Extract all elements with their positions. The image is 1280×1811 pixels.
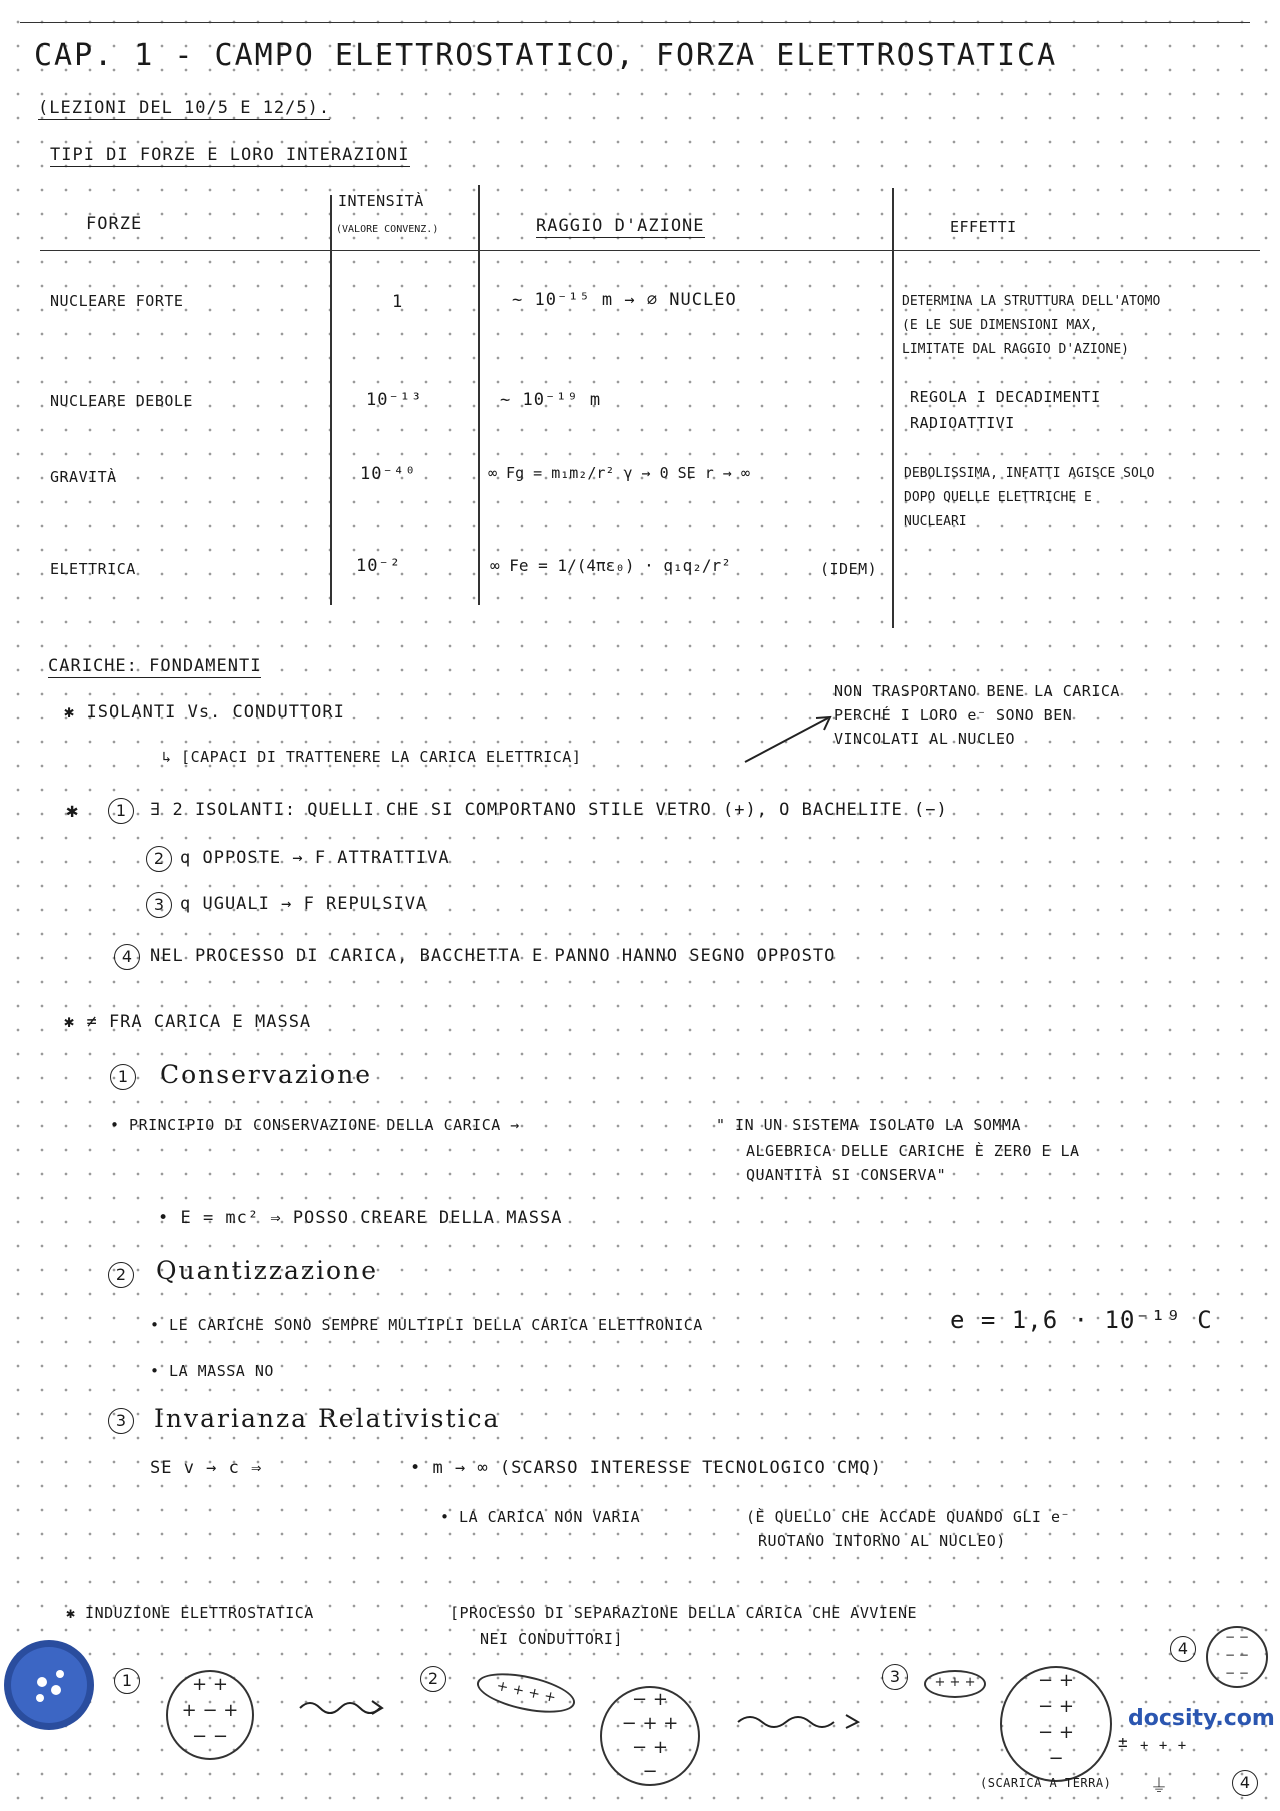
conservazione-title: Conservazione — [160, 1060, 372, 1089]
side-note: VINCOLATI AL NUCLEO — [834, 730, 1016, 748]
table-row-raggio: ∞ Fg = m₁m₂/r² γ → 0 SE r → ∞ — [488, 464, 750, 482]
side-note: NON TRASPORTANO BENE LA CARICA — [834, 682, 1120, 700]
table-row-intensita: 10⁻² — [356, 556, 401, 576]
table-row-raggio: ~ 10⁻¹⁹ m — [500, 390, 602, 410]
chapter-title: CAP. 1 - CAMPO ELETTROSTATICO, FORZA ELETTROSTATICA — [34, 38, 1058, 73]
induzione-title: ✱ INDUZIONE ELETTROSTATICA — [66, 1604, 314, 1622]
table-row-raggio: ~ 10⁻¹⁵ m → ∅ NUCLEO — [512, 290, 737, 310]
item-number: 3 — [108, 1408, 134, 1434]
side-note: PERCHÉ I LORO e⁻ SONO BEN — [834, 706, 1073, 724]
invarianza-title: Invarianza Relativistica — [154, 1404, 501, 1433]
invarianza-m: • m → ∞ (SCARSO INTERESSE TECNOLOGICO CMQ) — [410, 1458, 882, 1478]
point-number: 3 — [146, 892, 172, 918]
col-header-effetti: EFFETTI — [950, 218, 1017, 236]
invarianza-note: (È QUELLO CHE ACCADE QUANDO GLI e⁻ — [746, 1508, 1071, 1526]
wavy-arrow-icon — [296, 1692, 386, 1722]
point-number: 2 — [146, 846, 172, 872]
table-row-raggio: ∞ Fe = 1/(4πε₀) · q₁q₂/r² — [490, 556, 731, 575]
table-row-forza: NUCLEARE FORTE — [50, 292, 184, 310]
principio-quote: QUANTITÀ SI CONSERVA" — [746, 1166, 947, 1184]
quantizzazione-line: • LE CARICHE SONO SEMPRE MULTIPLI DELLA CARICA ELETTRONICA — [150, 1316, 703, 1334]
invarianza-se: SE v → c ⇒ — [150, 1458, 263, 1478]
point-text: q OPPOSTE → F ATTRATTIVA — [180, 848, 450, 868]
item-number: 1 — [110, 1064, 136, 1090]
conductor-sphere: − + − + − + − — [1000, 1666, 1112, 1782]
charged-rod: + + + + — [474, 1666, 579, 1720]
table-row-effetti: DETERMINA LA STRUTTURA DELL'ATOMO — [902, 294, 1161, 309]
table-row-effetti: REGOLA I DECADIMENTI — [910, 388, 1101, 406]
electron-charge-value: e = 1,6 · 10⁻¹⁹ C — [950, 1306, 1213, 1334]
table-row-effetti: NUCLEARI — [904, 514, 967, 529]
invarianza-carica: • LA CARICA NON VARIA — [440, 1508, 641, 1526]
table-row-effetti: (IDEM) — [820, 560, 878, 578]
top-rule — [20, 22, 1250, 23]
principio-text: • PRINCIPIO DI CONSERVAZIONE DELLA CARICA → — [110, 1116, 520, 1134]
lessons-dates: (LEZIONI DEL 10/5 E 12/5). — [38, 98, 331, 118]
table-row-forza: ELETTRICA — [50, 560, 136, 578]
emc-text: • E = mc² ⇒ POSSO CREARE DELLA MASSA — [158, 1208, 563, 1228]
point-number: 1 — [108, 798, 134, 824]
table-row-forza: GRAVITÀ — [50, 468, 117, 486]
quantizzazione-title: Quantizzazione — [156, 1256, 379, 1285]
section-subtitle: TIPI DI FORZE E LORO INTERAZIONI — [50, 145, 410, 165]
table-row-intensita: 1 — [392, 292, 404, 312]
scarica-label: (SCARICA A TERRA) — [980, 1776, 1112, 1790]
col-header-raggio: RAGGIO D'AZIONE — [536, 216, 705, 236]
wavy-arrow-icon — [734, 1706, 864, 1736]
step-number: 4 — [1232, 1770, 1258, 1796]
ground-symbol-icon: ⏚ — [1150, 1776, 1169, 1797]
table-col-divider — [478, 185, 480, 605]
isolanti-vs-conduttori: ✱ ISOLANTI Vs. CONDUTTORI — [64, 702, 345, 722]
item-number: 2 — [108, 1262, 134, 1288]
table-row-forza: NUCLEARE DEBOLE — [50, 392, 193, 410]
table-row-intensita: 10⁻¹³ — [366, 390, 423, 410]
induzione-desc: NEI CONDUTTORI] — [480, 1630, 623, 1648]
capaci-note: ↳ [CAPACI DI TRATTENERE LA CARICA ELETTRICA] — [162, 748, 582, 766]
point-text: NEL PROCESSO DI CARICA, BACCHETTA E PANNO HANNO SEGNO OPPOSTO — [150, 946, 836, 966]
table-row-effetti: (E LE SUE DIMENSIONI MAX, — [902, 318, 1098, 333]
point-text: ∃ 2 ISOLANTI: QUELLI CHE SI COMPORTANO STILE VETRO (+), O BACHELITE (−) — [150, 800, 948, 820]
ground-symbol-icon: ± — [1118, 1732, 1129, 1751]
arrow-icon — [740, 710, 840, 770]
point-text: q UGUALI → F REPULSIVA — [180, 894, 428, 914]
induzione-desc: [PROCESSO DI SEPARAZIONE DELLA CARICA CHE AVVIENE — [450, 1604, 918, 1622]
table-row-effetti: LIMITATE DAL RAGGIO D'AZIONE) — [902, 342, 1129, 357]
table-row-effetti: DEBOLISSIMA, INFATTI AGISCE SOLO — [904, 466, 1155, 481]
asterisk-icon: ✱ — [66, 798, 80, 822]
charge-marks: + + + — [1140, 1738, 1188, 1754]
conductor-sphere: − − − − − − — [1206, 1626, 1268, 1688]
table-col-divider — [892, 188, 894, 628]
step-number: 2 — [420, 1666, 446, 1692]
step-number: 3 — [882, 1664, 908, 1690]
principio-quote: " IN UN SISTEMA ISOLATO LA SOMMA — [716, 1116, 1021, 1134]
point-number: 4 — [114, 944, 140, 970]
conductor-sphere: + + + − + − − — [166, 1670, 254, 1760]
docsity-logo-icon — [4, 1640, 94, 1730]
section-title-massa: ✱ ≠ FRA CARICA E MASSA — [64, 1012, 312, 1032]
col-header-intensita-sub: (VALORE CONVENZ.) — [336, 224, 439, 235]
principio-quote: ALGEBRICA DELLE CARICHE È ZERO E LA — [746, 1142, 1080, 1160]
watermark-brand: docsity.com — [1128, 1706, 1275, 1731]
quantizzazione-line: • LA MASSA NO — [150, 1362, 274, 1380]
invarianza-note: RUOTANO INTORNO AL NUCLEO) — [758, 1532, 1006, 1550]
col-header-intensita: INTENSITÀ — [338, 192, 424, 210]
conductor-sphere: − + − + + − + − — [600, 1686, 700, 1786]
charged-rod: + + + — [924, 1670, 986, 1698]
col-header-forze: FORZE — [86, 214, 143, 234]
step-number: 1 — [114, 1668, 140, 1694]
table-row-intensita: 10⁻⁴⁰ — [360, 464, 417, 484]
section-title-cariche: CARICHE: FONDAMENTI — [48, 656, 262, 676]
table-row-effetti: DOPO QUELLE ELETTRICHE E — [904, 490, 1092, 505]
table-header-rule — [40, 250, 1260, 251]
step-number: 4 — [1170, 1636, 1196, 1662]
table-row-effetti: RADIOATTIVI — [910, 414, 1015, 432]
table-col-divider — [330, 195, 332, 605]
